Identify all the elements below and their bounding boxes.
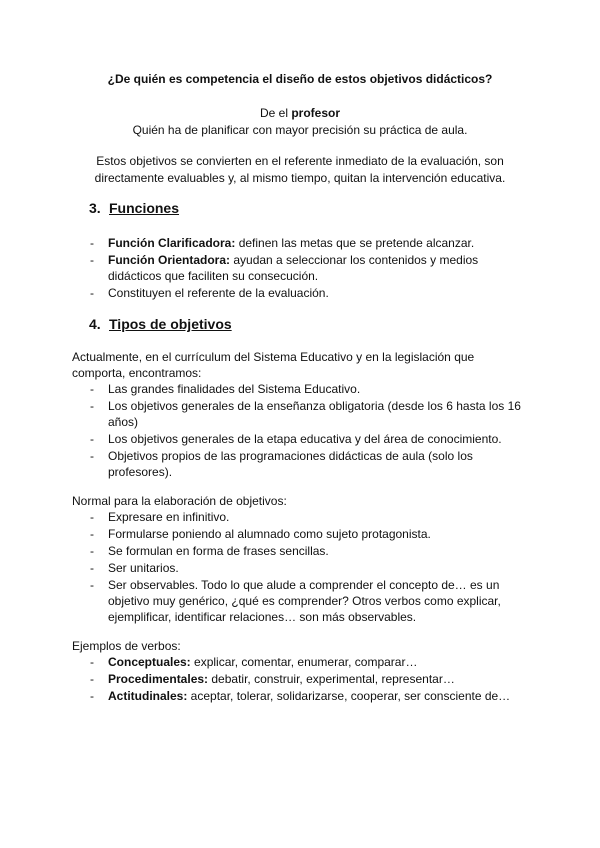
section-4-heading	[89, 316, 232, 332]
list-item: - Las grandes finalidades del Sistema Educativo.	[88, 381, 528, 397]
list-item	[88, 671, 528, 687]
profesor-block	[0, 105, 600, 139]
item-text: debatir, construir, experimental, representar…	[208, 672, 455, 686]
item-bold: Función Orientadora:	[108, 253, 231, 267]
section-3-title: Funciones	[109, 200, 180, 216]
tipos-intro: Actualmente, en el currículum del Sistema Educativo y en la legislación que comporta, encontramos:	[72, 350, 475, 380]
section-4-title: Tipos de objetivos	[109, 316, 232, 332]
list-item: - Ser observables. Todo lo que alude a comprender el concepto de… es un objetivo muy genérico, ¿qué es comprender? Otros verbos como explicar, ejemplificar, identificar relaciones… son más observables.	[88, 577, 528, 625]
verbs-list	[88, 654, 528, 705]
normal-list	[88, 509, 528, 626]
profesor-line	[0, 105, 600, 122]
list-item	[88, 654, 528, 670]
verbs-intro: Ejemplos de verbos:	[72, 639, 181, 653]
list-item: - Los objetivos generales de la etapa educativa y del área de conocimiento.	[88, 431, 528, 447]
profesor-sub: Quién ha de planificar con mayor precisión su práctica de aula.	[132, 123, 468, 137]
list-item	[88, 688, 528, 704]
item-bold: Función Clarificadora:	[108, 236, 236, 250]
list-item: - Se formulan en forma de frases sencillas.	[88, 543, 528, 559]
tipos-list	[88, 381, 528, 481]
list-item	[88, 285, 528, 301]
profesor-prefix: De el	[259, 106, 292, 120]
item-bold: Actitudinales:	[108, 689, 188, 703]
item-text: explicar, comentar, enumerar, comparar…	[190, 655, 418, 669]
section-3-number: 3.	[89, 200, 101, 216]
normal-intro: Normal para la elaboración de objetivos:	[72, 494, 287, 508]
item-bold: Conceptuales:	[108, 655, 191, 669]
item-text: Constituyen el referente de la evaluación.	[108, 286, 329, 300]
referente-paragraph: Estos objetivos se convierten en el referente inmediato de la evaluación, son directamente evaluables y, al mismo tiempo, quitan la intervención educativa.	[94, 154, 506, 185]
item-text: definen las metas que se pretende alcanzar.	[235, 236, 475, 250]
list-item: - Ser unitarios.	[88, 560, 528, 576]
item-bold: Procedimentales:	[108, 672, 209, 686]
list-item	[88, 235, 528, 251]
item-text: aceptar, tolerar, solidarizarse, cooperar, ser consciente de…	[187, 689, 511, 703]
list-item: - Formularse poniendo al alumnado como sujeto protagonista.	[88, 526, 528, 542]
list-item: - Objetivos propios de las programaciones didácticas de aula (solo los profesores).	[88, 448, 528, 480]
list-item: - Expresare en infinitivo.	[88, 509, 528, 525]
list-item: - Los objetivos generales de la enseñanza obligatoria (desde los 6 hasta los 16 años)	[88, 398, 528, 430]
item-text: ayudan a seleccionar los contenidos y medios didácticos que faciliten su consecución.	[108, 253, 479, 283]
section-3-heading	[89, 200, 179, 216]
section-4-number: 4.	[89, 316, 101, 332]
profesor-bold: profesor	[291, 106, 341, 120]
list-item	[88, 252, 528, 284]
page-title: ¿De quién es competencia el diseño de estos objetivos didácticos?	[107, 72, 493, 86]
funciones-list	[88, 235, 528, 302]
